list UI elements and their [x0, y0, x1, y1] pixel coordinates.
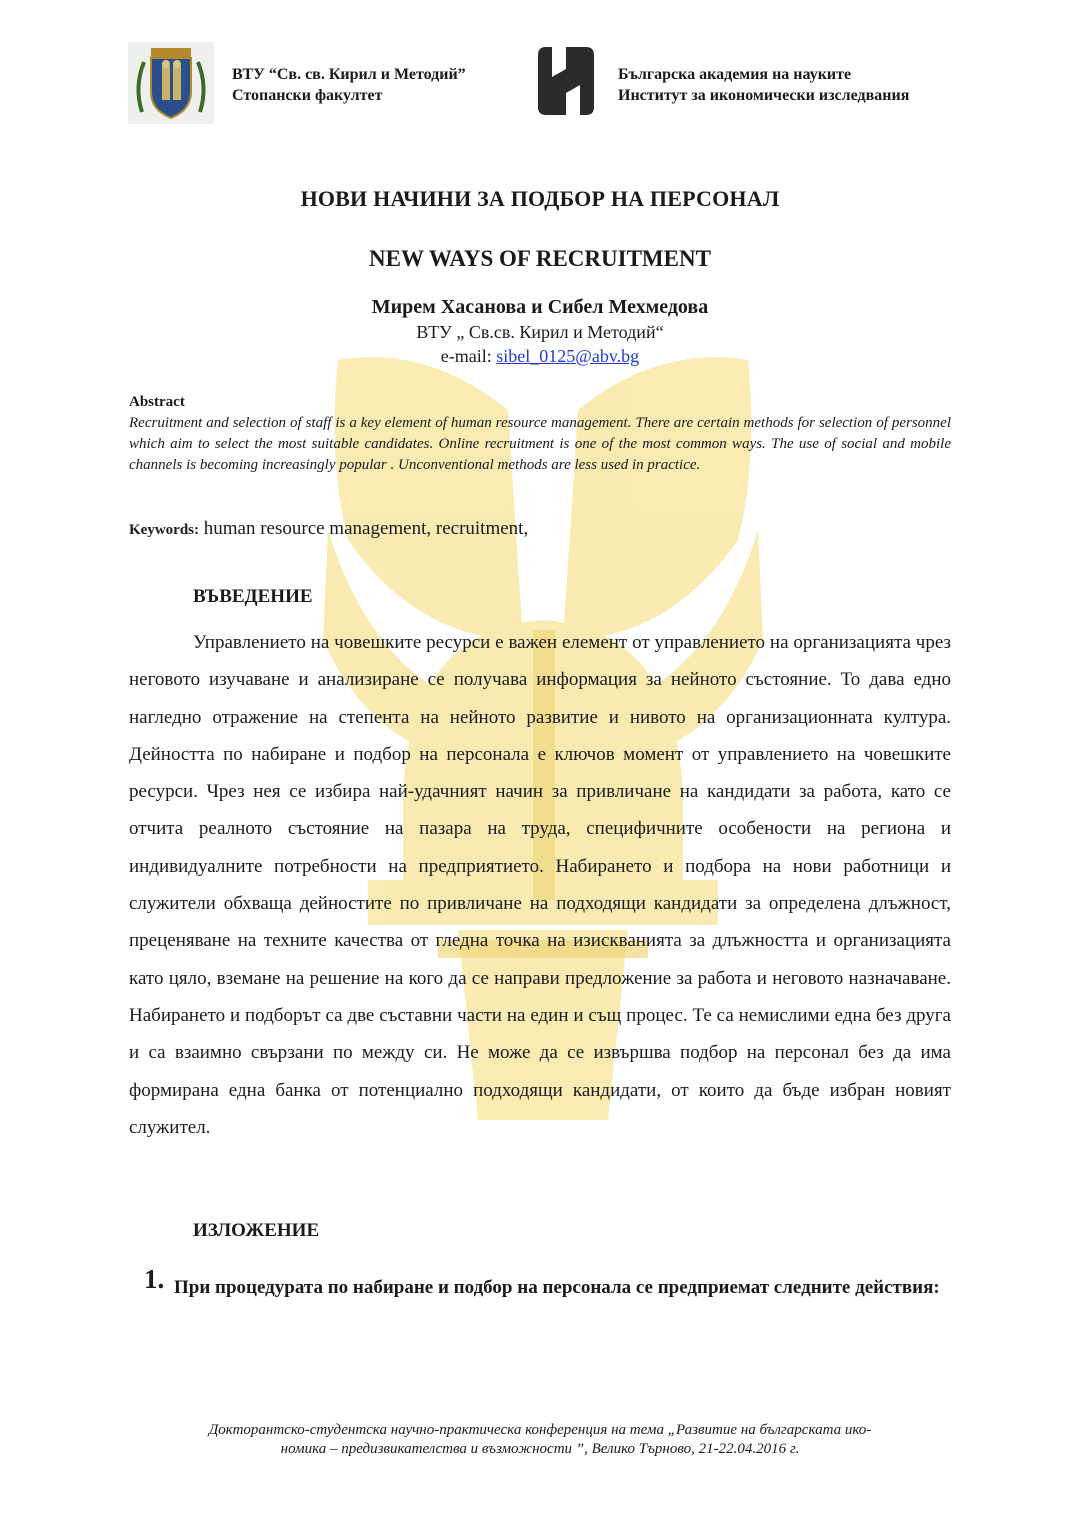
keywords-line — [129, 518, 528, 540]
abstract-heading: Abstract — [129, 394, 185, 410]
list-item-number: 1. — [144, 1264, 165, 1294]
introduction-heading: ВЪВЕДЕНИЕ — [193, 586, 313, 607]
paper-title-bulgarian: НОВИ НАЧИНИ ЗА ПОДБОР НА ПЕРСОНАЛ — [300, 186, 780, 211]
footer-line-1: Докторантско-студентска научно-практическа конференция на тема „Развитие на българската ико- — [208, 1422, 872, 1438]
keywords-text: human resource management, recruitment, — [203, 518, 529, 539]
introduction-paragraph: Управлението на човешките ресурси е важен елемент от управлението на организацията чрез неговото изучаване и анализиране се получава информация за нейното състояние. То дава едно нагледно отражение на степента на нейното развитие и нивото на организационната култура. Дейността по набиране и подбор на персонала е ключов момент от управлението на човешките ресурси. Чрез нея се избира най-удачният начин за привличане на кандидати за работа, като се отчита реалното състояние на пазара на труда, специфичните особености на региона и индивидуалните потребности на предприятието. Набирането и подбора на нови работници и служители обхваща дейностите по привличане на подходящи кандидати за определена длъжност, преценяване на техните качества от гледна точка на изискванията за длъжността и организацията като цяло, вземане на решение на кого да се направи предложение за работа и неговото назначаване. Набирането и подборът са две съставни части на един и същ процес. Те са немислими една без друга и са взаимно свързани по между си. Не може да се извършва подбор на персонал без да има формирана една банка от потенциално подходящи кандидати, от които да бъде избран новият служител. — [129, 632, 951, 1138]
university-title: ВТУ “Св. св. Кирил и Методий” — [232, 66, 466, 83]
keywords-label: Keywords: — [129, 522, 199, 538]
institute-logo — [538, 47, 594, 115]
list-item-text: При процедурата по набиране и подбор на персонала се предприемат следните действия: — [174, 1277, 940, 1298]
footer-line-2: номика – предизвикателства и възможности ”, Велико Търново, 21-22.04.2016 г. — [280, 1441, 800, 1457]
email-link[interactable]: sibel_0125@abv.bg — [496, 346, 640, 366]
email-line — [0, 346, 1080, 367]
academy-name — [618, 64, 909, 106]
abstract-text: Recruitment and selection of staff is a key element of human resource management. There are certain methods for selection of personnel which aim to select the most suitable candidates. Online recruitment is one of the most common ways. The use of social and mobile channels is becoming increasingly popular . Unconventional methods are less used in practice. — [129, 415, 951, 473]
academy-title: Българска академия на науките — [618, 66, 852, 83]
conference-footer — [115, 1421, 965, 1459]
affiliation: ВТУ „ Св.св. Кирил и Методий“ — [416, 322, 664, 342]
authors: Мирем Хасанова и Сибел Мехмедова — [371, 296, 709, 318]
paper-title-english: NEW WAYS OF RECRUITMENT — [369, 246, 711, 271]
email-label: e-mail: — [440, 346, 492, 366]
exposition-heading: ИЗЛОЖЕНИЕ — [193, 1220, 320, 1241]
university-name — [232, 64, 466, 106]
faculty-title: Стопански факултет — [232, 87, 383, 104]
university-crest-logo — [128, 42, 214, 124]
institute-title: Институт за икономически изследвания — [618, 87, 910, 104]
